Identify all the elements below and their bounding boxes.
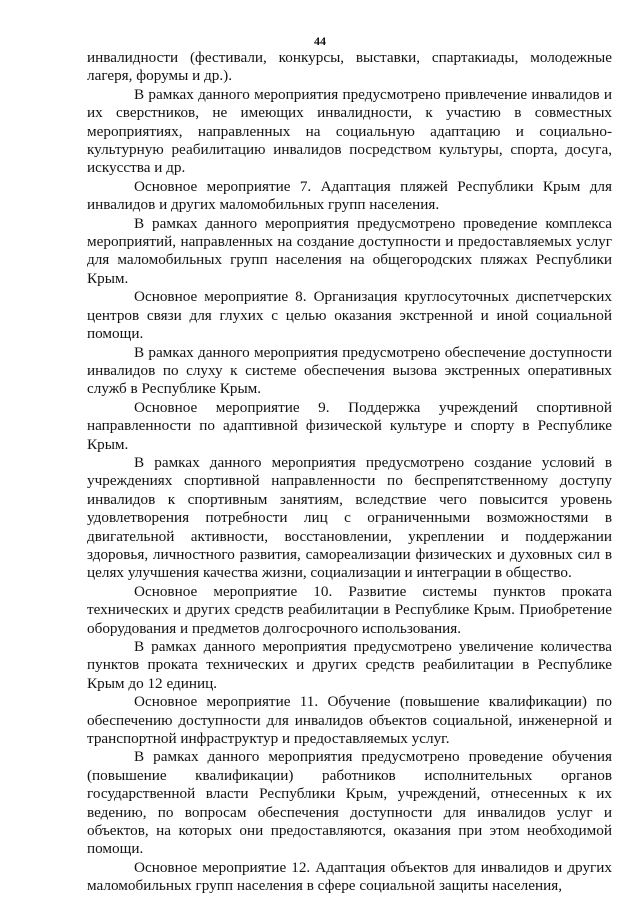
- paragraph: В рамках данного мероприятия предусмотрено проведение комплекса мероприятий, направленных на создание доступности и предоставляемых услуг для маломобильных групп населения на общегородских пляжах Республики Крым.: [87, 214, 612, 287]
- paragraph: В рамках данного мероприятия предусмотрено создание условий в учреждениях спортивной направленности по беспрепятственному доступу инвалидов к спортивным занятиям, вследствие чего повысится уровень удовлетворения потребности лиц с ограниченными возможностями в двигательной активности, восстановлении, укреплении и поддержании здоровья, личностного развития, самореализации физических и духовных сил в целях улучшения качества жизни, социализации и интеграции в общество.: [87, 453, 612, 582]
- paragraph: В рамках данного мероприятия предусмотрено привлечение инвалидов и их сверстников, не имеющих инвалидности, к участию в совместных мероприятиях, направленных на социальную адаптацию и социально-культурную реабилитацию инвалидов посредством культуры, спорта, досуга, искусства и др.: [87, 85, 612, 177]
- document-body: [87, 49, 612, 896]
- paragraph: В рамках данного мероприятия предусмотрено обеспечение доступности инвалидов по слуху к системе обеспечения вызова экстренных оперативных служб в Республике Крым.: [87, 343, 612, 398]
- paragraph: Основное мероприятие 11. Обучение (повышение квалификации) по обеспечению доступности для инвалидов объектов социальной, инженерной и транспортной инфраструктур и предоставляемых услуг.: [87, 693, 612, 748]
- paragraph: Основное мероприятие 12. Адаптация объектов для инвалидов и других маломобильных групп населения в сфере социальной защиты населения,: [87, 858, 612, 895]
- paragraph: Основное мероприятие 10. Развитие системы пунктов проката технических и других средств реабилитации в Республике Крым. Приобретение оборудования и предметов долгосрочного использования.: [87, 582, 612, 637]
- paragraph: Основное мероприятие 9. Поддержка учреждений спортивной направленности по адаптивной физической культуре и спорту в Республике Крым.: [87, 398, 612, 453]
- paragraph: Основное мероприятие 8. Организация круглосуточных диспетчерских центров связи для глухих с целью оказания экстренной и иной социальной помощи.: [87, 288, 612, 343]
- paragraph: В рамках данного мероприятия предусмотрено проведение обучения (повышение квалификации) работников исполнительных органов государственной власти Республики Крым, учреждений, отнесенных к их ведению, по вопросам обеспечения доступности для инвалидов услуг и объектов, на которых они предоставляются, оказания при этом необходимой помощи.: [87, 748, 612, 858]
- paragraph: В рамках данного мероприятия предусмотрено увеличение количества пунктов проката технических и других средств реабилитации в Республике Крым до 12 единиц.: [87, 638, 612, 692]
- paragraph: инвалидности (фестивали, конкурсы, выставки, спартакиады, молодежные лагеря, форумы и др.).: [87, 49, 612, 85]
- paragraph: Основное мероприятие 7. Адаптация пляжей Республики Крым для инвалидов и других маломобильных групп населения.: [87, 177, 612, 214]
- page-number: 44: [314, 34, 326, 48]
